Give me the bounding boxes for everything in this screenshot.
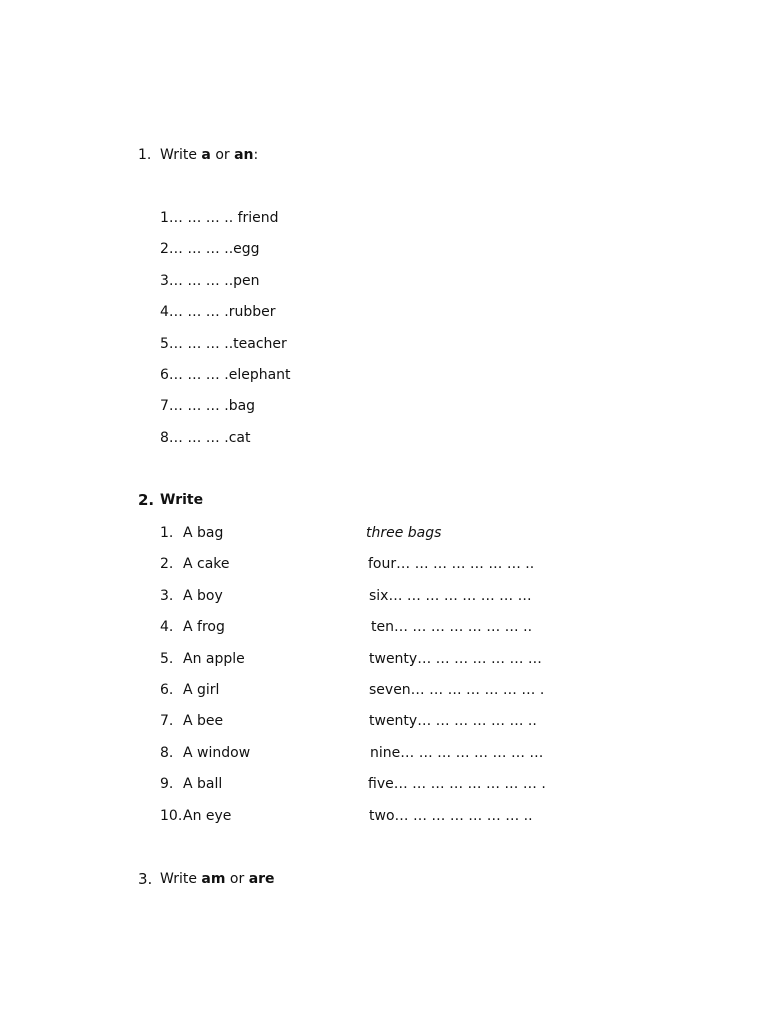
section-2-singular: A boy	[183, 588, 223, 604]
section-1-prefix: Write	[160, 147, 202, 163]
section-2-plural: twenty… … … … … … ..	[369, 713, 537, 729]
section-2-plural: six… … … … … … … …	[369, 588, 532, 604]
section-2-row-number: 5.	[160, 651, 174, 667]
section-3-heading	[160, 870, 275, 888]
section-2-singular: An eye	[183, 808, 232, 824]
section-2-singular: A cake	[183, 556, 230, 572]
section-1-line: 5… … … ..teacher	[160, 336, 287, 352]
section-1-suffix: :	[253, 147, 259, 163]
section-1-heading	[160, 146, 258, 164]
section-3-prefix: Write	[160, 871, 202, 887]
section-1-line: 4… … … .rubber	[160, 304, 276, 320]
section-2-row-number: 6.	[160, 682, 174, 698]
section-2-singular: A frog	[183, 619, 225, 635]
section-2-plural: three bags	[366, 525, 442, 541]
section-2-row-number: 10.	[160, 808, 183, 824]
section-2-singular: An apple	[183, 651, 245, 667]
section-2-row-number: 7.	[160, 713, 174, 729]
section-1-line: 7… … … .bag	[160, 398, 256, 414]
section-1-a: a	[201, 147, 211, 163]
section-1-an: an	[234, 147, 254, 163]
section-2-row-number: 4.	[160, 619, 174, 635]
section-2-plural: twenty… … … … … … …	[369, 651, 542, 667]
section-2-singular: A bee	[183, 713, 224, 729]
section-2-singular: A ball	[183, 776, 223, 792]
section-2-singular: A girl	[183, 682, 220, 698]
section-2-plural: nine… … … … … … … …	[370, 745, 544, 761]
section-1-line: 6… … … .elephant	[160, 367, 291, 383]
section-2-row-number: 1.	[160, 525, 174, 541]
section-1-line: 8… … … .cat	[160, 430, 251, 446]
section-1-or: or	[210, 147, 235, 163]
section-2-plural: four… … … … … … … ..	[368, 556, 535, 572]
section-1-number: 1.	[138, 147, 152, 163]
section-2-singular: A window	[183, 745, 251, 761]
section-2-plural: five… … … … … … … … .	[368, 776, 546, 792]
section-2-number: 2.	[138, 491, 155, 509]
section-2-row-number: 3.	[160, 588, 174, 604]
section-2-plural: seven… … … … … … … .	[369, 682, 545, 698]
section-1-line: 1… … … .. friend	[160, 210, 279, 226]
section-3-or: or	[225, 871, 249, 887]
section-3-are: are	[248, 871, 275, 887]
section-1-line: 3… … … ..pen	[160, 273, 260, 289]
section-2-row-number: 9.	[160, 776, 174, 792]
section-1-line: 2… … … ..egg	[160, 241, 260, 257]
section-3-number: 3.	[138, 870, 153, 888]
section-2-plural: two… … … … … … … ..	[369, 808, 533, 824]
section-2-plural: ten… … … … … … … ..	[371, 619, 533, 635]
section-2-row-number: 8.	[160, 745, 174, 761]
section-2-row-number: 2.	[160, 556, 174, 572]
section-2-singular: A bag	[183, 525, 224, 541]
section-2-title: Write	[160, 492, 204, 508]
section-3-am: am	[201, 871, 226, 887]
